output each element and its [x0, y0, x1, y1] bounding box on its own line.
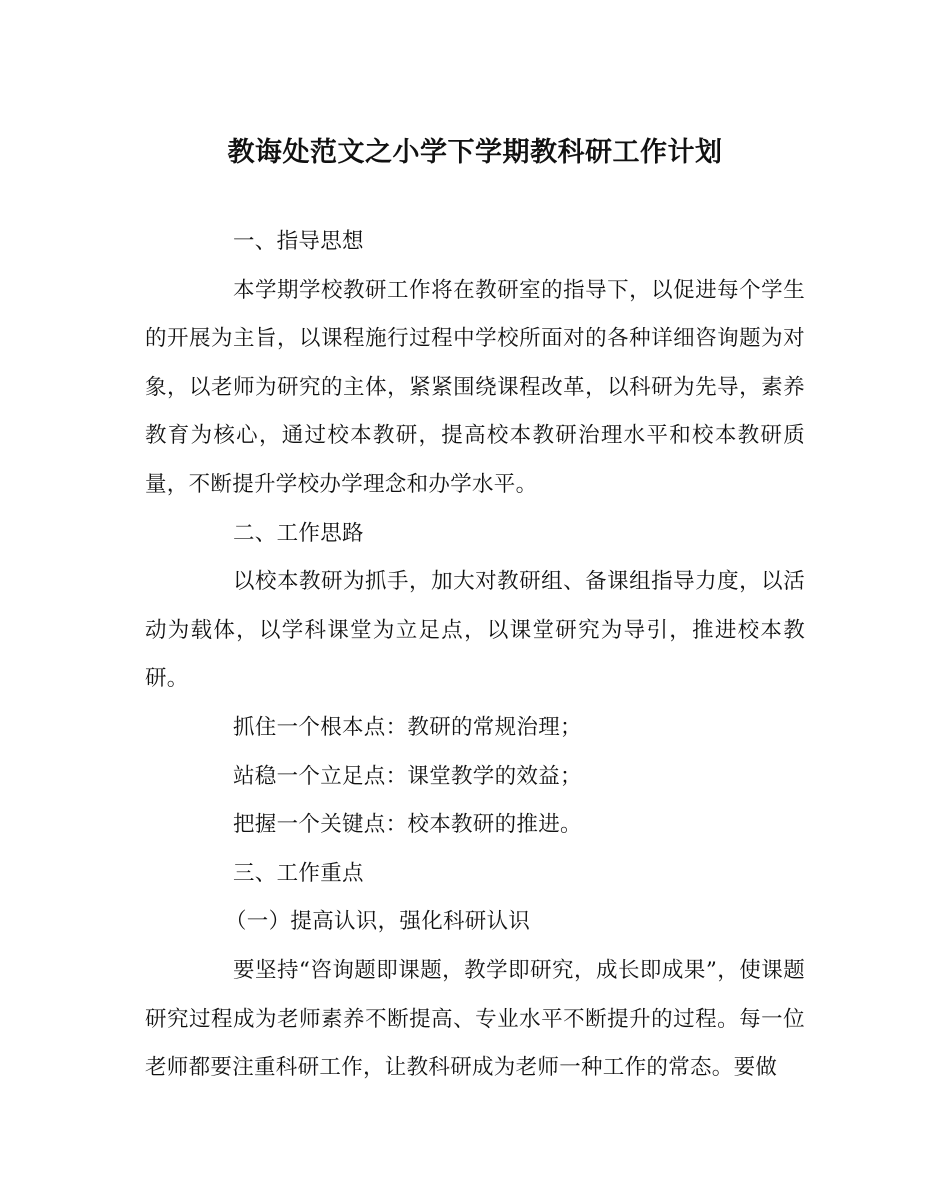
- paragraph-work-approach: 以校本教研为抓手，加大对教研组、备课组指导力度，以活动为载体，以学科课堂为立足点，以课堂研究为导引，推进校本教研。: [145, 569, 805, 692]
- point-item: 站稳一个立足点：课堂教学的效益；: [233, 763, 582, 789]
- document-title: 教诲处范文之小学下学期教科研工作计划: [227, 137, 723, 168]
- document-body: [145, 218, 805, 1093]
- subsection-heading: （一）提高认识，强化科研认识: [225, 909, 531, 935]
- paragraph-guiding-ideology: 本学期学校教研工作将在教研室的指导下，以促进每个学生的开展为主旨，以课程施行过程中学校所面对的各种详细咨询题为对象，以老师为研究的主体，紧紧围绕课程改革，以科研为先导，素养教育为核心，通过校本教研，提高校本教研治理水平和校本教研质量，不断提升学校办学理念和办学水平。: [145, 277, 805, 497]
- point-item: 把握一个关键点：校本教研的推进。: [233, 812, 582, 838]
- point-item: 抓住一个根本点：教研的常规治理；: [233, 714, 582, 740]
- section-heading-guiding-ideology: 一、指导思想: [233, 229, 364, 254]
- section-heading-work-focus: 三、工作重点: [233, 860, 364, 886]
- paragraph-work-focus: 要坚持“咨询题即课题，教学即研究，成长即成果”，使课题研究过程成为老师素养不断提高、专业水平不断提升的过程。每一位老师都要注重科研工作，让教科研成为老师一种工作的常态。要做: [145, 957, 805, 1081]
- section-heading-work-approach: 二、工作思路: [233, 520, 364, 546]
